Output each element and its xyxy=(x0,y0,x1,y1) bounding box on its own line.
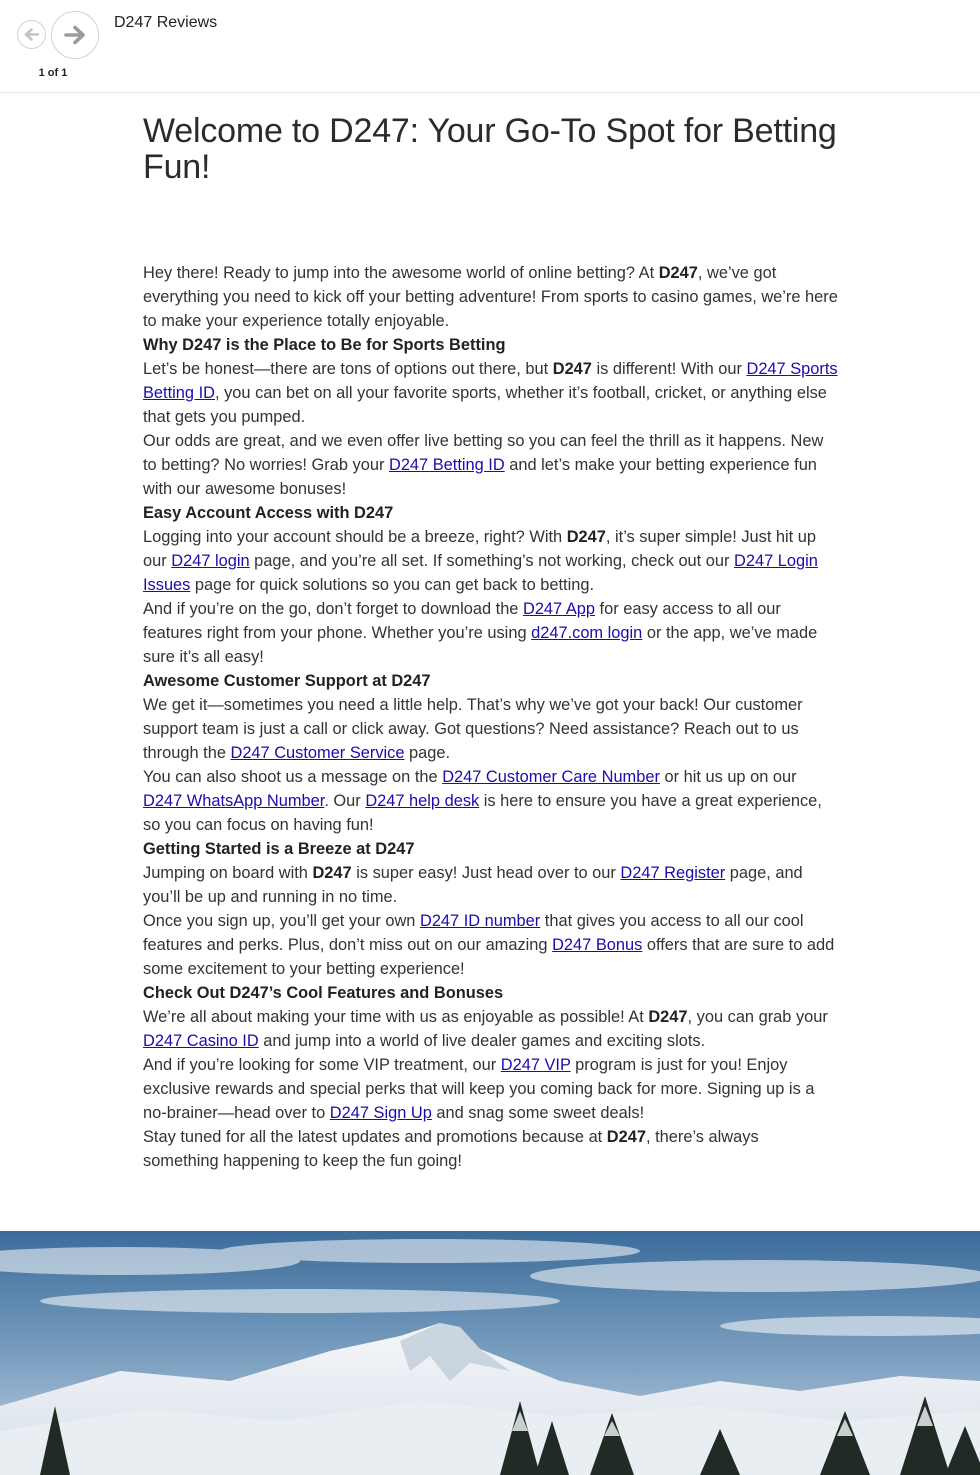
top-bar xyxy=(0,0,980,93)
paragraph: And if you’re on the go, don’t forget to download the D247 App for easy access to all our features right from your phone. Whether you’re using d247.com login or the app, we’ve made sure it’s all easy! xyxy=(143,600,818,666)
help-desk-link[interactable]: D247 help desk xyxy=(365,792,480,810)
paragraph: Stay tuned for all the latest updates and promotions because at D247, there’s always something happening to keep the fun going! xyxy=(143,1128,759,1170)
arrow-right-icon xyxy=(64,25,86,45)
whatsapp-number-link[interactable]: D247 WhatsApp Number xyxy=(143,792,325,810)
paragraph: We get it—sometimes you need a little help. That’s why we’ve got your back! Our customer support team is just a call or click away. Got questions? Need assistance? Reach out to us through the D247 Customer Service page. xyxy=(143,696,803,762)
paragraph: Jumping on board with D247 is super easy! Just head over to our D247 Register page, and you’ll be up and running in no time. xyxy=(143,864,803,906)
paragraph: Logging into your account should be a breeze, right? With D247, it’s super simple! Just hit up our D247 login page, and you’re all set. If something’s not working, check out our D247 Login Issues page for quick solutions so you can get back to betting. xyxy=(143,528,818,594)
article xyxy=(143,113,838,1173)
section-heading: Getting Started is a Breeze at D247 xyxy=(143,840,415,858)
id-number-link[interactable]: D247 ID number xyxy=(419,912,541,930)
article-body xyxy=(143,261,838,1173)
previous-button[interactable] xyxy=(17,20,46,49)
d247-com-login-link[interactable]: d247.com login xyxy=(531,624,643,642)
paragraph: And if you’re looking for some VIP treatment, our D247 VIP program is just for you! Enjoy exclusive rewards and special perks that will keep you coming back for more. Signing up is a no-brainer—head over to D247 Sign Up and snag some sweet deals! xyxy=(143,1056,815,1122)
paragraph: Our odds are great, and we even offer live betting so you can feel the thrill as it happens. New to betting? No worries! Grab your D247 Betting ID and let’s make your betting experience fun with our awesome bonuses! xyxy=(143,432,824,498)
paragraph: You can also shoot us a message on the D247 Customer Care Number or hit us up on our D247 WhatsApp Number. Our D247 help desk is here to ensure you have a great experience, so you can focus on having fun! xyxy=(143,768,822,834)
page-title: Welcome to D247: Your Go-To Spot for Betting Fun! xyxy=(143,112,837,186)
customer-care-number-link[interactable]: D247 Customer Care Number xyxy=(442,768,660,786)
login-link[interactable]: D247 login xyxy=(171,552,250,570)
arrow-left-icon xyxy=(24,28,39,41)
section-heading: Check Out D247’s Cool Features and Bonuses xyxy=(143,984,504,1002)
paragraph: We’re all about making your time with us as enjoyable as possible! At D247, you can grab your D247 Casino ID and jump into a world of live dealer games and exciting slots. xyxy=(143,1008,828,1050)
hero-image-snowy-mountain xyxy=(0,1231,980,1475)
section-heading: Easy Account Access with D247 xyxy=(143,504,394,522)
mountain-landscape-image xyxy=(0,1231,980,1475)
sign-up-link[interactable]: D247 Sign Up xyxy=(329,1104,432,1122)
section-heading: Awesome Customer Support at D247 xyxy=(143,672,431,690)
betting-id-link[interactable]: D247 Betting ID xyxy=(388,456,505,474)
register-link[interactable]: D247 Register xyxy=(620,864,726,882)
section-heading: Why D247 is the Place to Be for Sports Betting xyxy=(143,336,506,354)
sports-betting-id-link[interactable]: D247 Sports Betting ID xyxy=(143,360,838,402)
vip-link[interactable]: D247 VIP xyxy=(500,1056,571,1074)
casino-id-link[interactable]: D247 Casino ID xyxy=(143,1032,259,1050)
app-link[interactable]: D247 App xyxy=(522,600,595,618)
site-title[interactable]: D247 Reviews xyxy=(114,14,218,31)
paragraph: Once you sign up, you’ll get your own D247 ID number that gives you access to all our cool features and perks. Plus, don’t miss out on our amazing D247 Bonus offers that are sure to add some excitement to your betting experience! xyxy=(143,912,835,978)
login-issues-link[interactable]: D247 Login Issues xyxy=(143,552,818,594)
paragraph: Let’s be honest—there are tons of options out there, but D247 is different! With our D247 Sports Betting ID, you can bet on all your favorite sports, whether it’s football, cricket, or anything else that gets you pumped. xyxy=(143,360,838,426)
page-counter: 1 of 1 xyxy=(38,67,68,79)
customer-service-link[interactable]: D247 Customer Service xyxy=(230,744,405,762)
bonus-link[interactable]: D247 Bonus xyxy=(552,936,643,954)
next-button[interactable] xyxy=(51,11,99,59)
intro-paragraph: Hey there! Ready to jump into the awesome world of online betting? At D247, we’ve got everything you need to kick off your betting adventure! From sports to casino games, we’re here to make your experience totally enjoyable. xyxy=(143,264,838,330)
